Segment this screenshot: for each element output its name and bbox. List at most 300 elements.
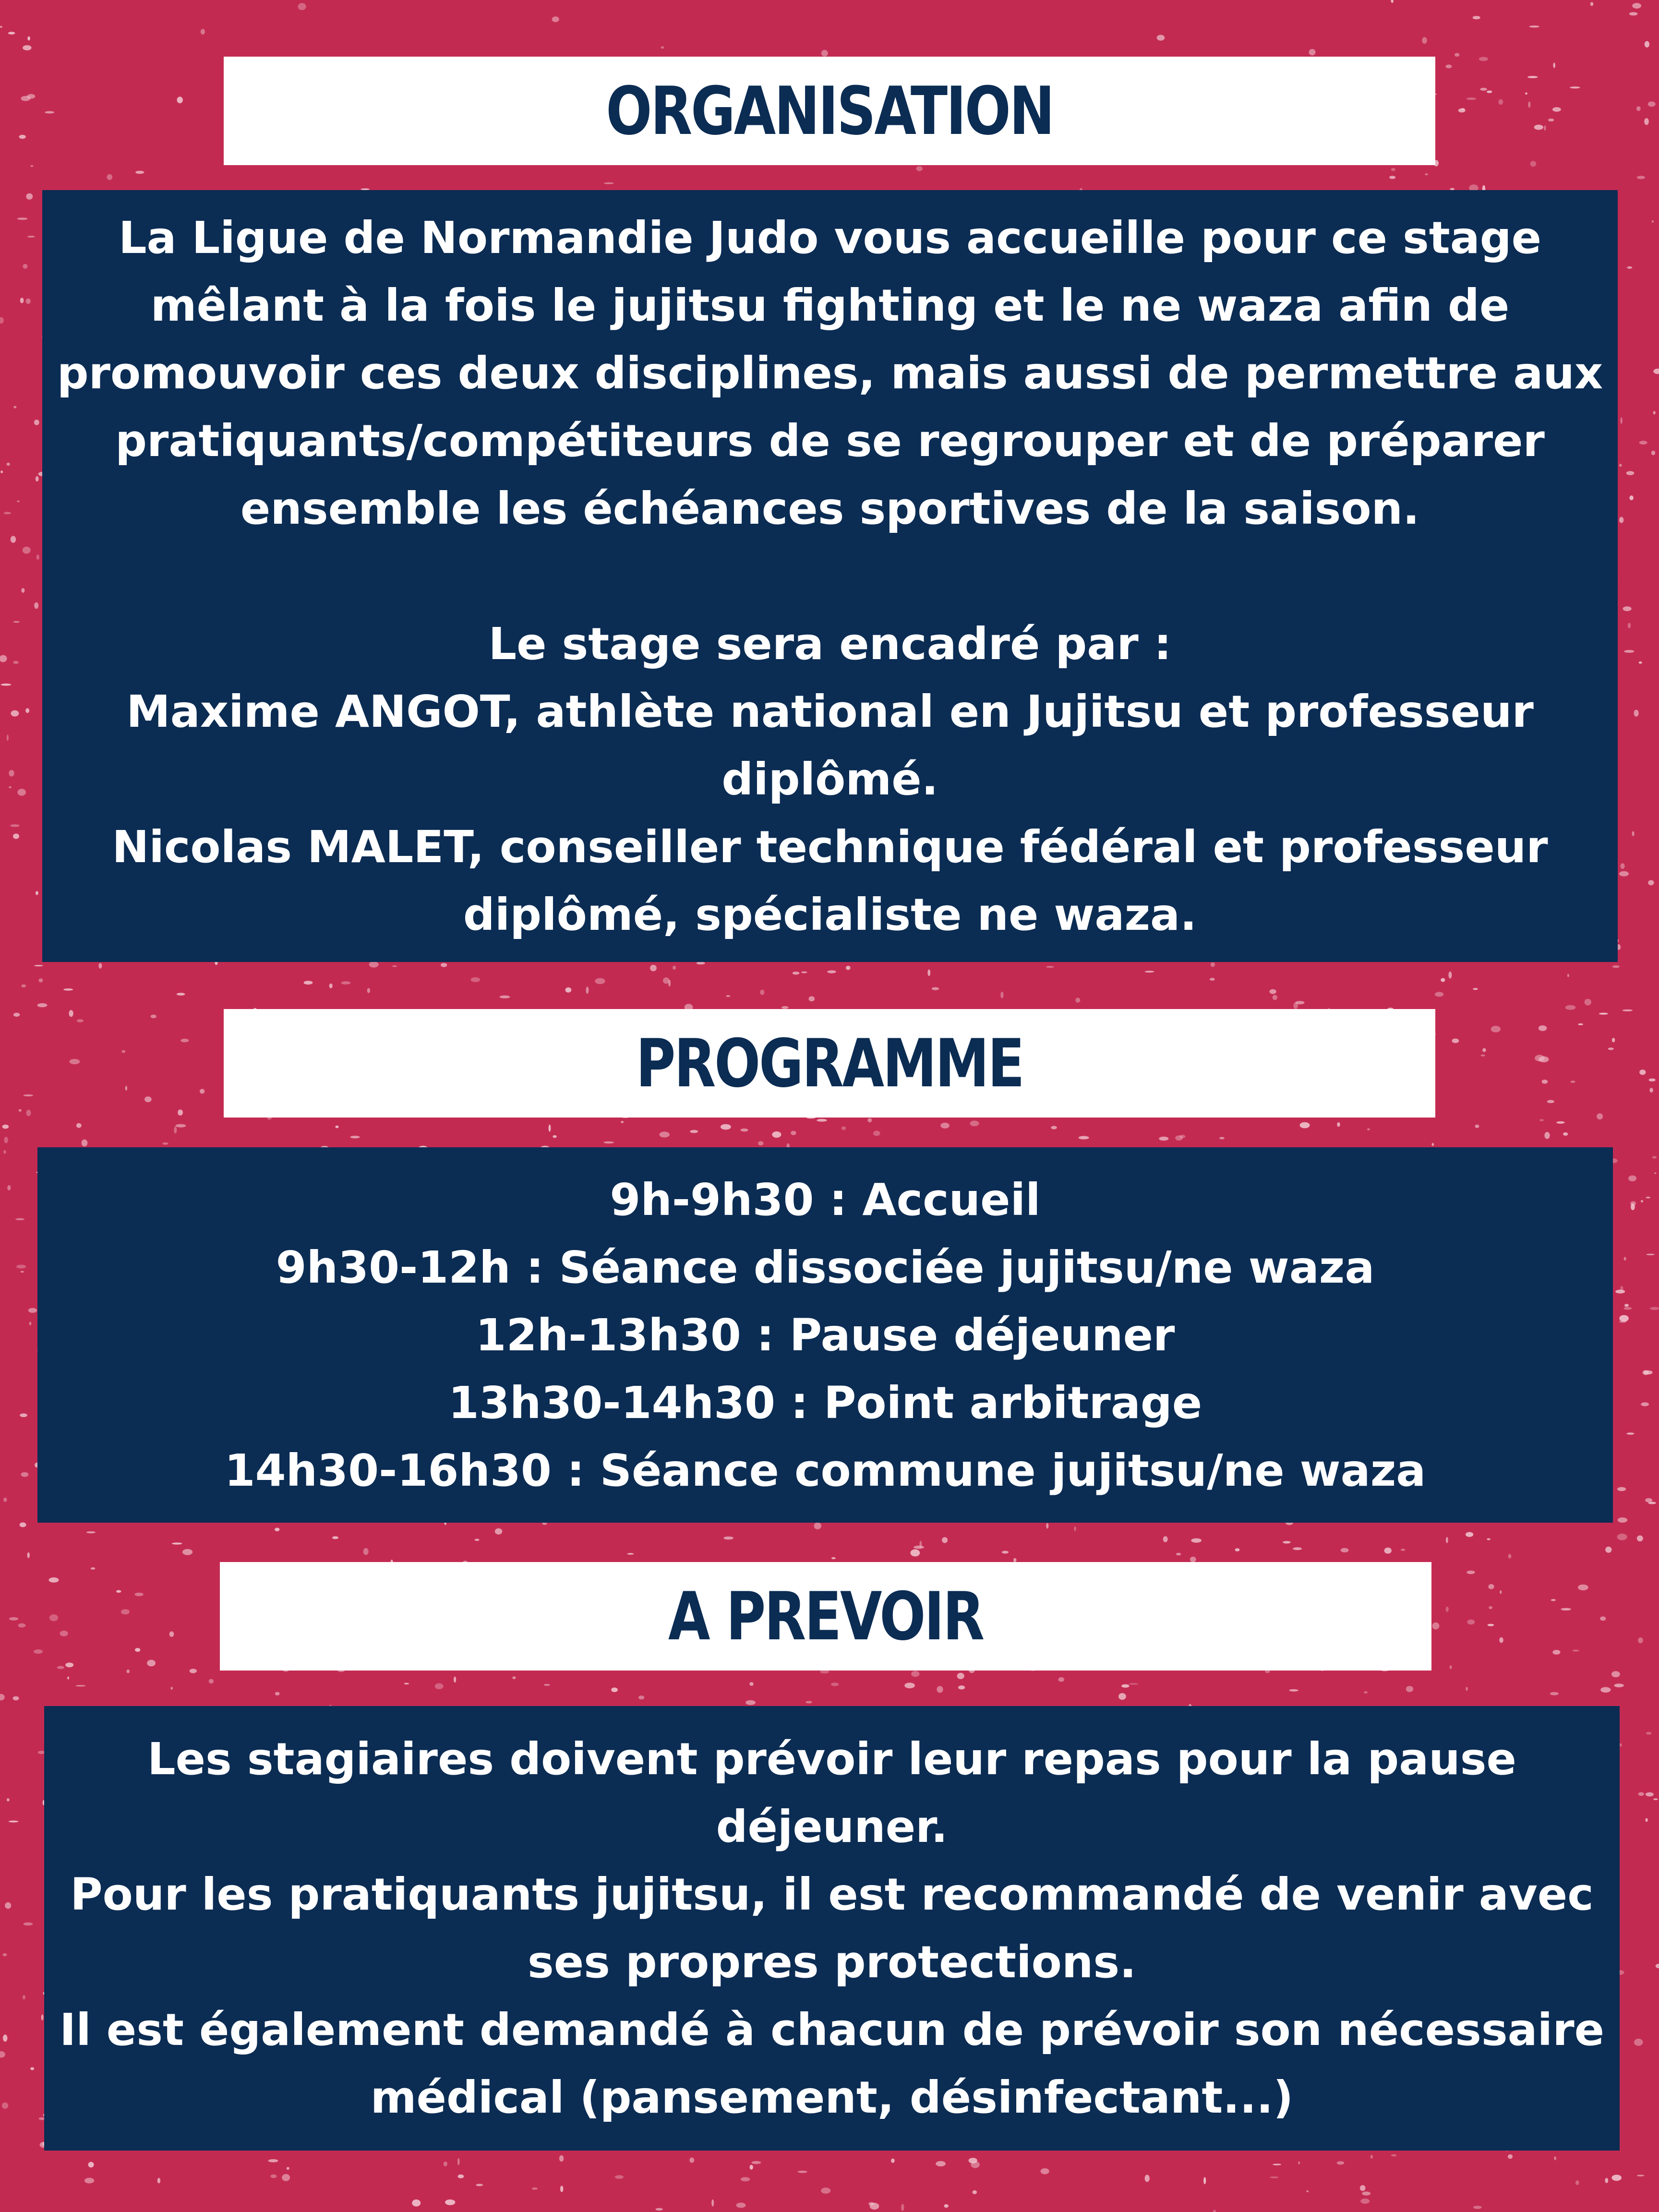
speckle — [1628, 623, 1631, 628]
speckle — [916, 166, 923, 171]
speckle — [944, 2204, 949, 2208]
speckle — [0, 1694, 5, 1700]
speckle — [7, 734, 9, 741]
speckle — [1626, 471, 1635, 475]
speckle — [760, 990, 764, 995]
speckle — [1649, 1088, 1653, 1093]
speckle — [621, 1121, 624, 1123]
a-prevoir-line: Il est également demandé à chacun de prévoir son nécessaire — [60, 2004, 1604, 2056]
speckle — [973, 2190, 977, 2194]
speckle — [1467, 1571, 1475, 1574]
speckle — [1651, 451, 1655, 455]
speckle — [1479, 57, 1488, 61]
speckle — [125, 1086, 127, 1091]
speckle — [49, 1614, 58, 1621]
speckle — [1000, 992, 1003, 998]
speckle — [1309, 49, 1316, 55]
speckle — [697, 962, 705, 965]
speckle — [1539, 1025, 1547, 1031]
speckle — [29, 1322, 31, 1325]
speckle — [1491, 1026, 1501, 1033]
speckle — [34, 420, 39, 425]
speckle — [1391, 168, 1395, 171]
organisation-line: pratiquants/compétiteurs de se regrouper et de préparer — [115, 415, 1545, 467]
speckle — [23, 1995, 25, 1999]
speckle — [1473, 16, 1480, 19]
speckle — [1578, 1585, 1588, 1590]
speckle — [958, 1685, 965, 1689]
speckle — [1362, 2191, 1370, 2195]
speckle — [1620, 1286, 1623, 1291]
speckle — [135, 1648, 140, 1652]
organisation-line: promouvoir ces deux disciplines, mais aussi de permettre aux — [57, 347, 1603, 399]
speckle — [27, 36, 30, 41]
speckle — [0, 655, 7, 662]
speckle — [20, 1413, 27, 1417]
speckle — [544, 1684, 550, 1686]
speckle — [1534, 125, 1543, 130]
speckle — [1527, 76, 1538, 78]
speckle — [1645, 1498, 1652, 1503]
programme-item: 14h30-16h30 : Séance commune jujitsu/ne waza — [224, 1444, 1426, 1496]
speckle — [638, 1695, 644, 1699]
speckle — [88, 2162, 94, 2168]
speckle — [1585, 999, 1591, 1006]
speckle — [971, 2161, 979, 2168]
speckle — [86, 1531, 96, 1533]
speckle — [3, 1150, 6, 1154]
speckle — [495, 1528, 502, 1535]
speckle — [565, 987, 572, 993]
speckle — [1648, 101, 1656, 107]
speckle — [595, 978, 605, 985]
speckle — [268, 2159, 278, 2163]
speckle — [201, 29, 205, 35]
speckle — [336, 1126, 339, 1128]
speckle — [1653, 411, 1656, 414]
speckle — [1450, 1665, 1452, 1669]
speckle — [298, 3, 306, 10]
speckle — [911, 1549, 920, 1556]
speckle — [147, 1660, 156, 1667]
speckle — [1649, 1079, 1656, 1082]
speckle — [1639, 661, 1642, 664]
speckle — [24, 1094, 33, 1096]
speckle — [1159, 1137, 1168, 1141]
speckle — [1, 684, 12, 686]
speckle — [1273, 2164, 1281, 2165]
speckle — [1539, 1057, 1549, 1063]
speckle — [1637, 176, 1645, 179]
speckle — [121, 1050, 125, 1053]
speckle — [604, 182, 613, 184]
speckle — [750, 2165, 753, 2170]
speckle — [821, 2188, 830, 2194]
speckle — [10, 824, 19, 827]
speckle — [17, 501, 20, 503]
speckle — [532, 2188, 538, 2190]
speckle — [0, 26, 2, 28]
speckle — [1488, 1584, 1494, 1589]
speckle — [1608, 1047, 1614, 1050]
speckle — [1624, 1257, 1626, 1261]
speckle — [177, 96, 183, 103]
speckle — [4, 512, 11, 514]
speckle — [1637, 2175, 1644, 2176]
speckle — [445, 2200, 455, 2205]
speckle — [749, 1682, 753, 1686]
speckle — [8, 32, 15, 35]
speckle — [1600, 1687, 1611, 1693]
speckle — [367, 988, 370, 993]
speckle — [1612, 965, 1620, 968]
speckle — [1446, 65, 1452, 69]
programme-title: PROGRAMME — [636, 1024, 1023, 1102]
speckle — [1652, 1156, 1657, 1158]
speckle — [209, 1679, 214, 1684]
speckle — [82, 1140, 88, 1147]
speckle — [475, 1539, 480, 1541]
speckle — [2, 2103, 8, 2109]
speckle — [1370, 2155, 1373, 2159]
speckle — [60, 1631, 68, 1636]
speckle — [1611, 1671, 1620, 1677]
speckle — [1547, 1100, 1554, 1103]
speckle — [1337, 1122, 1340, 1127]
speckle — [91, 1567, 95, 1570]
speckle — [1289, 1689, 1298, 1692]
speckle — [19, 135, 26, 139]
speckle — [1461, 108, 1465, 110]
speckle — [27, 236, 35, 238]
speckle — [1623, 1010, 1633, 1011]
speckle — [1636, 106, 1641, 111]
speckle — [36, 476, 39, 481]
speckle — [611, 1687, 618, 1692]
speckle — [454, 1677, 456, 1683]
speckle — [758, 1141, 763, 1145]
speckle — [650, 965, 657, 972]
speckle — [1487, 1539, 1491, 1540]
speckle — [1617, 1487, 1626, 1491]
speckle — [20, 1522, 26, 1527]
speckle — [1554, 2156, 1556, 2160]
speckle — [970, 1120, 979, 1126]
speckle — [67, 1676, 69, 1679]
speckle — [1634, 2039, 1643, 2046]
speckle — [369, 962, 379, 968]
speckle — [9, 1821, 19, 1823]
speckle — [846, 966, 851, 970]
speckle — [1446, 1607, 1449, 1612]
speckle — [1599, 1013, 1608, 1015]
speckle — [1401, 1549, 1405, 1551]
speckle — [1618, 1517, 1627, 1523]
speckle — [84, 2178, 94, 2184]
organisation-title: ORGANISATION — [606, 72, 1053, 150]
speckle — [19, 1109, 22, 1112]
speckle — [1203, 2177, 1206, 2184]
speckle — [957, 1673, 964, 1679]
speckle — [275, 1692, 280, 1695]
speckle — [1425, 173, 1428, 175]
speckle — [1552, 1650, 1560, 1655]
speckle — [1118, 1693, 1126, 1700]
speckle — [34, 1649, 43, 1654]
organisation-header — [224, 57, 1435, 165]
speckle — [552, 16, 559, 22]
speckle — [116, 1590, 121, 1593]
speckle — [553, 1135, 556, 1138]
speckle — [17, 789, 26, 795]
speckle — [1614, 1683, 1623, 1687]
speckle — [1300, 1122, 1310, 1129]
speckle — [1441, 978, 1445, 982]
speckle — [827, 970, 836, 973]
speckle — [1432, 1143, 1434, 1146]
speckle — [25, 708, 29, 713]
speckle — [1552, 107, 1561, 112]
speckle — [736, 2203, 746, 2208]
speckle — [1548, 119, 1554, 121]
speckle — [615, 2175, 624, 2179]
speckle — [275, 1528, 279, 1531]
speckle — [660, 1131, 670, 1137]
speckle — [9, 770, 14, 777]
speckle — [1079, 1136, 1089, 1139]
speckle — [1652, 220, 1654, 223]
speckle — [1632, 831, 1635, 836]
speckle — [1623, 606, 1632, 611]
speckle — [1629, 495, 1633, 500]
speckle — [932, 987, 939, 990]
speckle — [329, 984, 333, 988]
speckle — [26, 299, 31, 304]
speckle — [1013, 1558, 1017, 1562]
speckle — [1190, 1557, 1196, 1563]
speckle — [1341, 1548, 1349, 1552]
speckle — [1480, 88, 1487, 91]
speckle — [178, 1109, 183, 1116]
speckle — [135, 1593, 144, 1596]
organisation-line: diplômé. — [721, 753, 938, 805]
speckle — [1391, 0, 1393, 3]
speckle — [1467, 1620, 1475, 1625]
speckle — [13, 1013, 20, 1017]
speckle — [1544, 125, 1546, 131]
speckle — [821, 50, 828, 57]
speckle — [500, 996, 510, 998]
speckle — [560, 2186, 563, 2192]
speckle — [809, 996, 815, 1001]
speckle — [0, 470, 3, 473]
speckle — [1646, 1732, 1651, 1735]
speckle — [2, 1125, 9, 1129]
speckle — [13, 1696, 19, 1701]
speckle — [1145, 971, 1154, 973]
speckle — [1634, 710, 1639, 717]
speckle — [512, 1676, 516, 1679]
speckle — [586, 986, 589, 994]
speckle — [1615, 1290, 1625, 1294]
speckle — [673, 966, 676, 970]
speckle — [1051, 1126, 1057, 1129]
speckle — [914, 1546, 924, 1549]
speckle — [1542, 1080, 1548, 1084]
speckle — [1648, 880, 1654, 885]
speckle — [1556, 1121, 1564, 1124]
speckle — [1646, 1818, 1648, 1822]
speckle — [27, 1552, 30, 1558]
speckle — [1645, 41, 1649, 48]
speckle — [1163, 1536, 1168, 1542]
speckle — [1631, 1203, 1635, 1210]
speckle — [23, 45, 31, 50]
programme-item: 12h-13h30 : Pause déjeuner — [475, 1309, 1175, 1361]
speckle — [1641, 1402, 1649, 1406]
speckle — [1508, 1554, 1512, 1558]
speckle — [3, 1498, 7, 1502]
speckle — [21, 1472, 29, 1477]
speckle — [435, 1683, 444, 1689]
speckle — [0, 2051, 5, 2057]
speckle — [805, 1701, 812, 1704]
organisation-panel — [42, 190, 1618, 962]
speckle — [404, 1683, 409, 1685]
speckle — [1565, 1005, 1576, 1010]
speckle — [1489, 1606, 1492, 1609]
speckle — [458, 2175, 464, 2178]
speckle — [21, 588, 24, 593]
speckle — [1481, 1055, 1485, 1057]
speckle — [177, 993, 185, 996]
speckle — [341, 981, 350, 985]
speckle — [24, 1923, 33, 1926]
speckle — [7, 1185, 11, 1190]
speckle — [1273, 995, 1277, 1000]
speckle — [1074, 1527, 1076, 1531]
speckle — [151, 1015, 156, 1019]
speckle — [28, 1308, 37, 1313]
speckle — [901, 2204, 904, 2211]
speckle — [937, 1686, 943, 1693]
speckle — [1530, 161, 1536, 167]
speckle — [1041, 2168, 1049, 2174]
speckle — [157, 2178, 160, 2183]
speckle — [26, 1110, 31, 1116]
speckle — [5, 1902, 11, 1909]
speckle — [1219, 1137, 1225, 1140]
speckle — [831, 1683, 839, 1686]
speckle — [1624, 650, 1634, 653]
speckle — [1269, 989, 1276, 994]
speckle — [363, 1548, 369, 1555]
organisation-line: ensemble les échéances sportives de la saison. — [240, 482, 1420, 534]
organisation-line: Maxime ANGOT, athlète national en Jujitsu et professeur — [126, 685, 1534, 737]
speckle — [1619, 517, 1623, 523]
speckle — [745, 1700, 756, 1705]
speckle — [627, 1553, 634, 1554]
speckle — [65, 1663, 73, 1668]
speckle — [70, 1059, 80, 1064]
speckle — [801, 972, 807, 974]
speckle — [1475, 1125, 1479, 1128]
speckle — [663, 977, 669, 984]
speckle — [1337, 2161, 1344, 2164]
speckle — [1617, 1534, 1627, 1540]
speckle — [34, 965, 43, 966]
speckle — [1367, 1128, 1370, 1130]
speckle — [1638, 1637, 1643, 1643]
a-prevoir-panel — [44, 1706, 1620, 2151]
speckle — [49, 1577, 59, 1583]
speckle — [1364, 1691, 1368, 1694]
speckle — [41, 2014, 44, 2020]
speckle — [392, 965, 397, 967]
speckle — [287, 2167, 289, 2170]
speckle — [144, 1096, 152, 1102]
speckle — [182, 1549, 192, 1555]
speckle — [1639, 1070, 1646, 1075]
speckle — [1179, 1135, 1185, 1138]
speckle — [1211, 962, 1215, 967]
speckle — [1473, 988, 1478, 990]
speckle — [34, 602, 38, 609]
speckle — [911, 1671, 919, 1677]
programme-header — [224, 1009, 1435, 1118]
speckle — [1629, 12, 1638, 15]
speckle — [45, 111, 54, 114]
speckle — [1384, 1548, 1392, 1554]
speckle — [174, 1127, 177, 1134]
speckle — [23, 547, 31, 554]
speckle — [1544, 1132, 1550, 1139]
speckle — [1121, 1684, 1129, 1688]
speckle — [7, 463, 10, 466]
a-prevoir-line: déjeuner. — [716, 1801, 948, 1852]
speckle — [1539, 1119, 1544, 1121]
speckle — [1129, 1683, 1138, 1684]
speckle — [741, 1129, 748, 1132]
speckle — [1499, 1637, 1503, 1643]
speckle — [726, 995, 731, 997]
speckle — [57, 1666, 64, 1669]
speckle — [13, 406, 16, 408]
speckle — [36, 891, 38, 895]
speckle — [1644, 118, 1649, 125]
speckle — [135, 171, 144, 174]
speckle — [350, 1136, 360, 1139]
speckle — [1529, 25, 1539, 27]
speckle — [1641, 1200, 1643, 1202]
a-prevoir-line: Les stagiaires doivent prévoir leur repas pour la pause — [147, 1733, 1516, 1785]
speckle — [332, 1536, 338, 1539]
speckle — [661, 46, 664, 48]
speckle — [17, 217, 28, 220]
speckle — [162, 1142, 168, 1145]
speckle — [1525, 92, 1527, 95]
programme-item: 9h-9h30 : Accueil — [610, 1174, 1041, 1226]
a-prevoir-title: A PREVOIR — [668, 1577, 983, 1655]
speckle — [1455, 53, 1459, 57]
speckle — [1389, 176, 1395, 179]
speckle — [1647, 1254, 1655, 1255]
speckle — [1487, 91, 1492, 93]
speckle — [1488, 1624, 1494, 1626]
speckle — [603, 1142, 614, 1143]
speckle — [1432, 1623, 1439, 1630]
speckle — [15, 1218, 24, 1220]
